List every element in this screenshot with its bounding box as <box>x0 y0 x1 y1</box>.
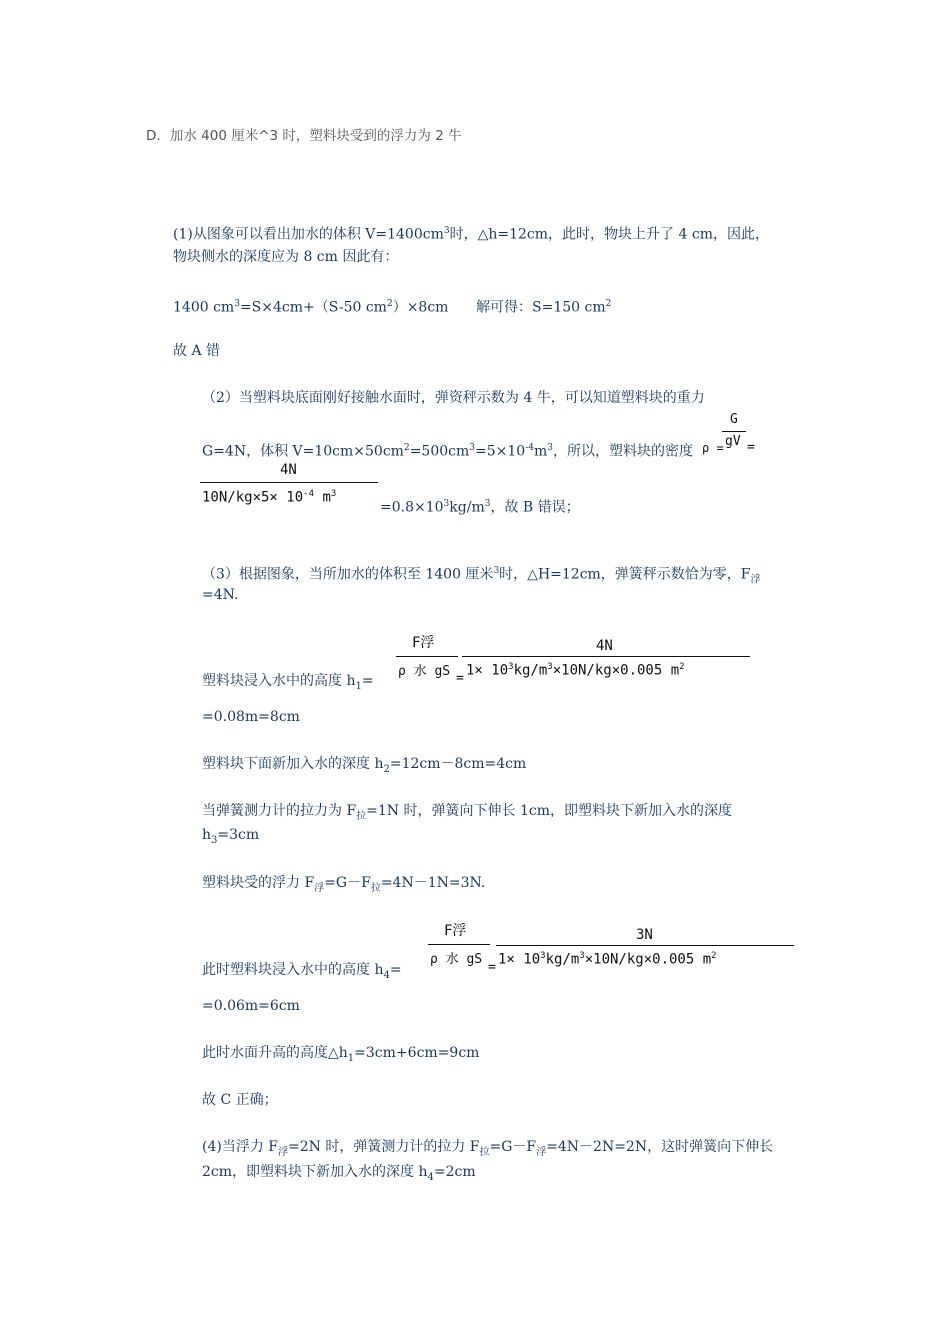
rise-b: =3cm+6cm=9cm <box>354 1045 480 1061</box>
p1-line1-a: (1)从图象可以看出加水的体积 V=1400cm <box>173 226 444 243</box>
p2-l2-sup4: 3 <box>547 443 553 453</box>
h4-frac1-bar <box>428 944 490 945</box>
p2-result-a: =0.8×10 <box>380 499 444 516</box>
p1-equation <box>173 295 448 317</box>
density-big-denominator <box>202 489 336 506</box>
p3-l1-a: （3）根据图象，当所加水的体积至 1400 厘米 <box>202 566 494 583</box>
density-big-den-sup: -4 <box>303 489 314 499</box>
p2-l2-e: ，所以，塑料块的密度 <box>553 443 693 460</box>
p2-result-sup: 3 <box>443 499 450 509</box>
h1-label-text: 塑料块浸入水中的高度 h <box>202 673 356 689</box>
rho-label: ρ = <box>702 441 724 455</box>
h1-frac2-bar <box>462 656 750 657</box>
h4-result: =0.06m=6cm <box>202 998 300 1014</box>
p4-line2 <box>202 1163 476 1187</box>
h4-g2-den-sup1: 3 <box>540 951 546 961</box>
p2-l2-d: m <box>533 443 548 460</box>
h1-frac-eq: = <box>456 671 464 686</box>
h1-label <box>202 672 374 696</box>
rise-a: 此时水面升高的高度△h <box>202 1045 348 1061</box>
h1-result: =0.08m=8cm <box>202 709 300 725</box>
h4-frac2-denominator <box>498 951 717 968</box>
p3-line1 <box>202 562 761 589</box>
h1-frac1-bar <box>396 656 458 657</box>
p4-l2-b: =2cm <box>433 1164 476 1180</box>
p4-line1 <box>202 1138 773 1162</box>
h2-a: 塑料块下面新加入水的深度 h <box>202 756 384 772</box>
h2-sub: 2 <box>383 763 390 775</box>
h3-b: =3cm <box>217 827 260 843</box>
buoyancy-line <box>202 874 485 898</box>
p2-l2-a: G=4N，体积 V=10cm×50cm <box>202 443 404 460</box>
h4-frac2-bar <box>496 945 794 946</box>
h4-frac-eq: = <box>488 960 496 975</box>
h1-f2-den-sup3: 2 <box>679 662 685 672</box>
buoy-sub2: 拉 <box>370 882 381 894</box>
p1-solution <box>476 295 611 317</box>
p3-conclusion: 故 C 正确； <box>202 1092 278 1108</box>
p4-l1-c: =G－F <box>489 1139 537 1155</box>
p1-line1 <box>173 222 769 244</box>
p1-line2: 物块侧水的深度应为 8 cm 因此有： <box>173 249 399 265</box>
h4-label-text: 此时塑料块浸入水中的高度 h <box>202 962 384 978</box>
p3-line2: =4N. <box>202 587 239 603</box>
density-eq-sign: = <box>747 440 755 455</box>
p4-l1-b: =2N 时，弹簧测力计的拉力 F <box>288 1139 480 1155</box>
option-d: D．加水 400 厘米^3 时，塑料块受到的浮力为 2 牛 <box>146 128 462 144</box>
h1-eq: = <box>361 673 374 689</box>
p4-l1-sub3: 浮 <box>536 1146 547 1158</box>
h1-frac2-numerator: 4N <box>596 638 613 654</box>
h4-label <box>202 961 402 985</box>
h4-sub: 4 <box>383 969 390 981</box>
p4-l2-a: 2cm，即塑料块下新加入水的深度 h <box>202 1164 428 1180</box>
h3-line <box>202 826 259 850</box>
p2-result-b: kg/m <box>449 499 485 516</box>
p1-eq-d: 解可得：S=150 cm <box>476 299 606 316</box>
h4-g2-den-b: kg/m <box>545 951 580 968</box>
h4-g2-den-sup3: 2 <box>711 951 717 961</box>
pull-sub: 拉 <box>356 810 367 822</box>
density-big-den-a: 10N/kg×5× 10 <box>202 489 304 506</box>
density-big-bar <box>200 482 378 483</box>
p1-line1-b: 时，△h=12cm，此时，物块上升了 4 cm，因此， <box>449 226 769 243</box>
h1-f2-den-a: 1× 10 <box>466 662 509 679</box>
p2-l2-b: =500cm <box>409 443 470 460</box>
h1-sub: 1 <box>355 680 362 692</box>
buoy-c: =4N－1N=3N. <box>380 875 486 891</box>
density-big-den-unit: m <box>322 489 331 506</box>
p2-line1: （2）当塑料块底面刚好接触水面时，弹资秤示数为 4 牛，可以知道塑料块的重力 <box>202 390 705 406</box>
pull-line <box>202 802 732 826</box>
h1-f2-den-c: ×10N/kg×0.005 m <box>552 662 680 679</box>
p1-eq-sup1: 3 <box>234 299 240 309</box>
p3-l1-sup: 3 <box>493 566 500 576</box>
p2-l2-sup2: 3 <box>469 443 476 453</box>
p1-eq-a: 1400 cm <box>173 299 235 316</box>
p3-l1-b: 时，△H=12cm，弹簧秤示数恰为零，F <box>499 566 751 583</box>
rise-sub: 1 <box>347 1052 355 1064</box>
p2-line2 <box>202 439 693 461</box>
density-fraction-bar <box>722 431 746 432</box>
density-big-numerator: 4N <box>280 462 297 478</box>
h4-frac2-numerator: 3N <box>636 927 653 943</box>
h1-frac2-denominator <box>466 662 685 679</box>
p3-l1-sub: 浮 <box>750 574 761 586</box>
p4-l1-sub1: 浮 <box>278 1146 288 1158</box>
h4-frac1-numerator: F浮 <box>444 923 467 939</box>
h1-f2-den-b: kg/m <box>513 662 548 679</box>
p2-l2-c: =5×10 <box>475 443 526 460</box>
p1-line1-sup: 3 <box>443 226 450 236</box>
p1-conclusion: 故 A 错 <box>173 343 221 359</box>
h2-b: =12cm－8cm=4cm <box>389 756 527 772</box>
p2-l2-sup1: 2 <box>403 443 410 453</box>
p1-eq-sup2: 2 <box>386 299 393 309</box>
h4-g2-den-a: 1× 10 <box>498 951 541 968</box>
rise-line <box>202 1044 479 1068</box>
p2-l2-sup3: -4 <box>525 443 534 453</box>
p2-result <box>380 495 580 517</box>
h4-eq: = <box>389 962 402 978</box>
h3-sub: 3 <box>211 834 218 846</box>
p2-result-c: ，故 B 错误； <box>490 499 580 516</box>
h3-a: h <box>202 827 212 843</box>
h4-g2-den-sup2: 3 <box>579 951 585 961</box>
pull-a: 当弹簧测力计的拉力为 F <box>202 803 357 819</box>
h1-f2-den-sup1: 3 <box>508 662 514 672</box>
p4-l1-d: =4N－2N=2N，这时弹簧向下伸长 <box>546 1139 774 1155</box>
p2-result-sup2: 3 <box>484 499 491 509</box>
h1-frac1-numerator: F浮 <box>412 635 435 651</box>
p1-eq-b: =S×4cm+（S-50 cm <box>239 299 387 316</box>
density-big-den-unit-sup: 3 <box>330 489 337 499</box>
h1-f2-den-sup2: 3 <box>547 662 553 672</box>
buoy-sub1: 浮 <box>314 882 325 894</box>
p1-eq-sup3: 2 <box>605 299 612 309</box>
h1-frac1-denominator: ρ 水 gS <box>398 664 451 679</box>
p1-eq-c: ）×8cm <box>392 299 449 316</box>
h4-g2-den-c: ×10N/kg×0.005 m <box>584 951 712 968</box>
buoy-a: 塑料块受的浮力 F <box>202 875 315 891</box>
h2-line <box>202 755 526 779</box>
pull-b: =1N 时，弹簧向下伸长 1cm，即塑料块下新加入水的深度 <box>366 803 732 819</box>
p4-l1-a: (4)当浮力 F <box>202 1139 278 1155</box>
h4-frac1-denominator: ρ 水 gS <box>430 952 483 967</box>
p4-l2-sub: 4 <box>427 1171 434 1183</box>
p4-l1-sub2: 拉 <box>479 1146 490 1158</box>
density-fraction-denominator: gV <box>725 434 741 449</box>
density-fraction-numerator: G <box>730 412 738 427</box>
buoy-b: =G－F <box>324 875 371 891</box>
